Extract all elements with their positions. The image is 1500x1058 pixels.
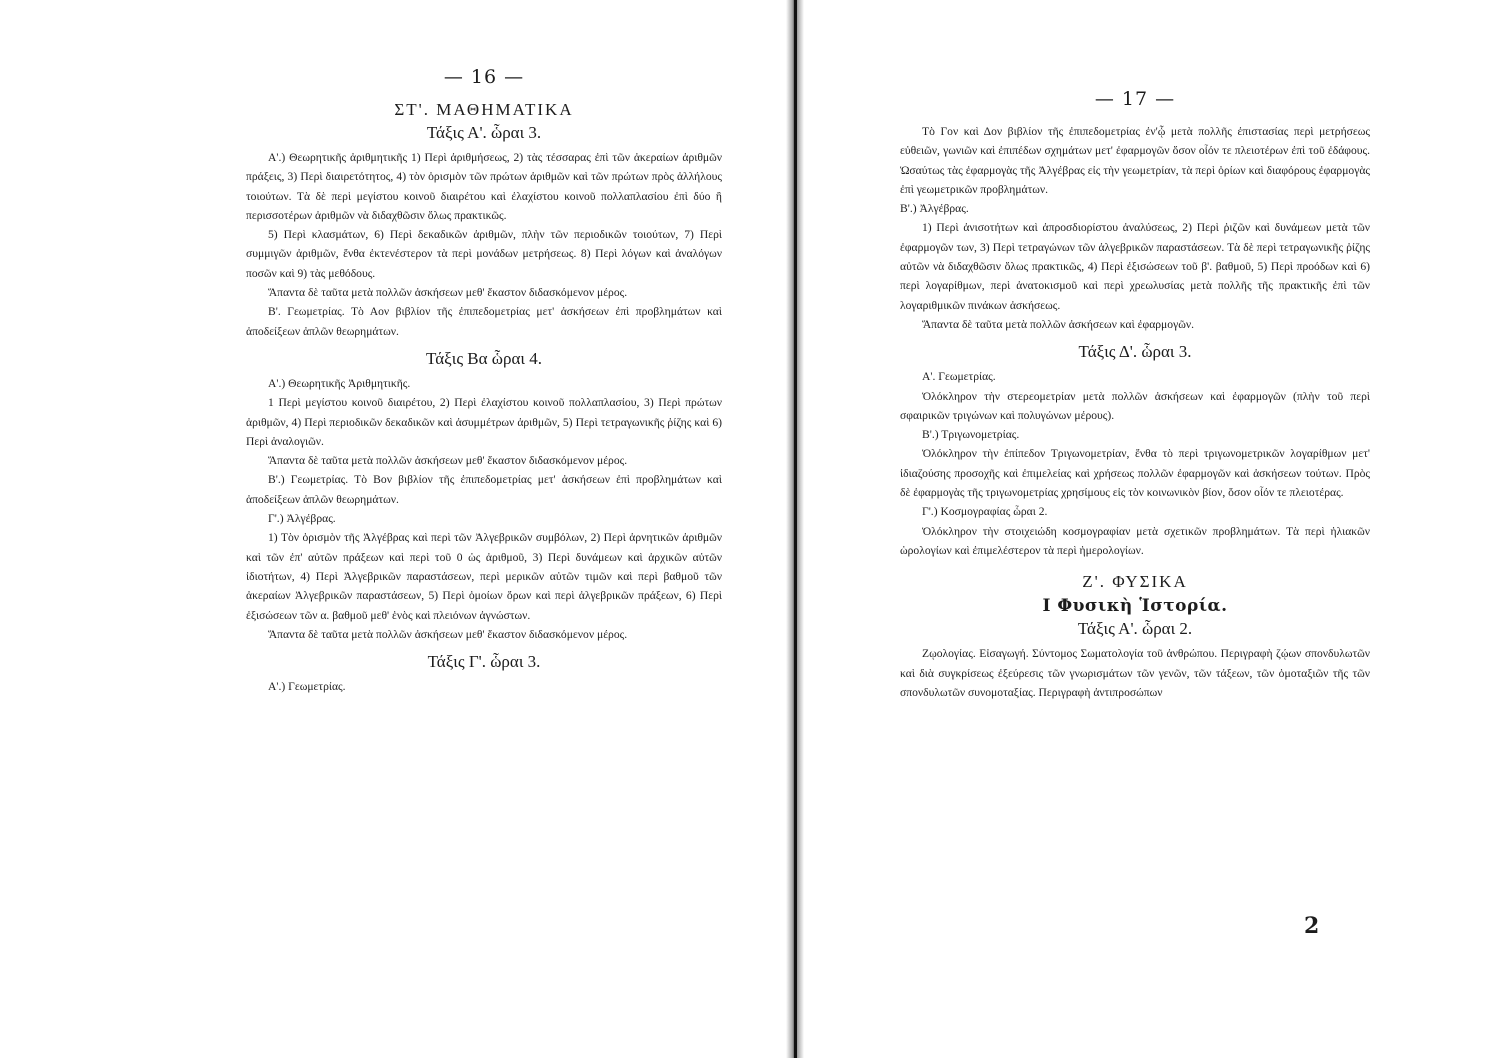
paragraph: Ἅπαντα δὲ ταῦτα μετὰ πολλῶν ἀσκήσεων μεθ' ἕκαστον διδασκόμενον μέρος. [268, 286, 628, 300]
subheading: Γ'.) Κοσμογραφίας ὧραι 2. [922, 505, 1048, 519]
class-a-heading: Τάξις Α'. ὧραι 3. [426, 123, 542, 142]
class-d-heading: Τάξις Δ'. ὧραι 3. [1078, 342, 1192, 362]
right-page-column [900, 88, 1370, 702]
right-page [810, 0, 1500, 1058]
paragraph: Β'.) Γεωμετρίας. Τὸ Βον βιβλίον τῆς ἐπιπεδομετρίας μετ' ἀσκήσεων ἐπὶ προβλημάτων καὶ ἀποδείξεων ἁπλῶν θεωρημάτων. [246, 473, 722, 506]
paragraph: Ὁλόκληρον τὴν ἐπίπεδον Τριγωνομετρίαν, ἔνθα τὸ περὶ τριγωνομετρικῶν λογαρίθμων μετ' ἰδιαζούσης προσοχῆς καὶ ἐπιμελείας καὶ χρήσεως πολλῶν ἐφαρμογῶν καὶ ἀσκήσεων τούτων. Πρὸς δὲ ἐφαρμογὰς τῆς τριγωνομετρίας χρησίμους εἰς τὸν κοινωνικὸν βίον, ὅσον οἷόν τε πλειοτέρας. [900, 447, 1370, 500]
signature-mark: 2 [1304, 913, 1320, 939]
subheading: Γ'.) Ἀλγέβρας. [268, 512, 336, 526]
subheading: Β'.) Ἀλγέβρας. [900, 202, 969, 216]
paragraph: Τὸ Γον καὶ Δον βιβλίον τῆς ἐπιπεδομετρίας ἐν'ᾧ μετὰ πολλῆς ἐπιστασίας περὶ μετρήσεως εὐθειῶν, γωνιῶν καὶ ἐπιπέδων σχημάτων μετ' ἐφαρμογῶν ὅσον οἷόν τε πλειοτέρων ἐπὶ τοῦ ἐδάφους. Ὡσαύτως τὰς ἐφαρμογὰς τῆς Ἀλγέβρας εἰς τὴν γεωμετρίαν, τὰ περὶ ὁρίων καὶ διαφόρους ἐφαρμογὰς ἐπὶ γεωμετρικῶν προβλημάτων. [900, 125, 1370, 196]
section-title-physics: Ζ'. ΦΥΣΙΚΑ [1082, 572, 1188, 592]
paragraph: 1) Περὶ ἀνισοτήτων καὶ ἀπροσδιορίστου ἀναλύσεως, 2) Περὶ ῥιζῶν καὶ δυνάμεων μετὰ τῶν ἐφαρμογῶν των, 3) Περὶ τετραγώνων τῶν ἀλγεβρικῶν παραστάσεων. Τὰ δὲ περὶ τετραγωνικῆς ῥίζης αὐτῶν νὰ διδαχθῶσιν ὅλως πρακτικῶς, 4) Περὶ ἐξισώσεων τοῦ β'. βαθμοῦ, 5) Περὶ προόδων καὶ 6) περὶ λογαρίθμων, περὶ ἀνατοκισμοῦ καὶ περὶ χρεωλυσίας μετὰ πολλῆς τῆς πρακτικῆς ἐπὶ τῶν λογαριθμικῶν πινάκων ἀσκήσεως. [900, 221, 1370, 312]
paragraph: Β'. Γεωμετρίας. Τὸ Αον βιβλίον τῆς ἐπιπεδομετρίας μετ' ἀσκήσεων ἐπὶ προβλημάτων καὶ ἀποδείξεων ἁπλῶν θεωρημάτων. [246, 305, 722, 338]
paragraph: Ζῳολογίας. Εἰσαγωγή. Σύντομος Σωματολογία τοῦ ἀνθρώπου. Περιγραφὴ ζῴων σπονδυλωτῶν καὶ διὰ συγκρίσεως ἐξεύρεσις τῶν γνωρισμάτων τῶν γενῶν, τῶν τάξεων, τῶν ὁμοταξιῶν τῆς τῶν σπονδυλωτῶν συνομοταξίας. Περιγραφὴ ἀντιπροσώπων [900, 647, 1370, 699]
paragraph: 1) Τὸν ὁρισμὸν τῆς Ἀλγέβρας καὶ περὶ τῶν Ἀλγεβρικῶν συμβόλων, 2) Περὶ ἀρνητικῶν ἀριθμῶν καὶ τῶν ἐπ' αὐτῶν πράξεων καὶ περὶ τοῦ 0 ὡς ἀριθμοῦ, 3) Περὶ δυνάμεων καὶ ἀρχικῶν αὐτῶν ἰδιοτήτων, 4) Περὶ Ἀλγεβρικῶν παραστάσεων, περὶ μερικῶν αὐτῶν τιμῶν καὶ περὶ βαθμοῦ τῶν ἀκεραίων Ἀλγεβρικῶν παραστάσεων, 5) Περὶ ὁμοίων ὅρων καὶ περὶ ἀλγεβρικῶν πράξεων, 6) Περὶ ἐξισώσεων τῶν α. βαθμοῦ μεθ' ἑνὸς καὶ πλειόνων ἀγνώστων. [246, 531, 722, 622]
class-a2-heading: Τάξις Α'. ὧραι 2. [1077, 619, 1193, 639]
paragraph: Ἅπαντα δὲ ταῦτα μετὰ πολλῶν ἀσκήσεων μεθ' ἕκαστον διδασκόμενον μέρος. [268, 627, 628, 641]
class-c-heading: Τάξις Γ'. ὧραι 3. [427, 652, 541, 672]
left-page-column [246, 66, 722, 696]
paragraph: Ἅπαντα δὲ ταῦτα μετὰ πολλῶν ἀσκήσεων μεθ' ἕκαστον διδασκόμενον μέρος. [268, 454, 628, 468]
class-b-heading: Τάξις Βα ὧραι 4. [426, 348, 542, 368]
subheading: Α'.) Θεωρητικῆς Ἀριθμητικῆς. [268, 376, 411, 390]
paragraph: Ὁλόκληρον τὴν στερεομετρίαν μετὰ πολλῶν ἀσκήσεων καὶ ἐφαρμογῶν (πλὴν τοῦ περὶ σφαιρικῶν τριγώνων καὶ πολυγώνων μέρους). [900, 389, 1370, 422]
section-title-mathematics: ΣΤ'. ΜΑΘΗΜΑΤΙΚΑ [394, 100, 574, 119]
page-number-right: — 17 — [1094, 88, 1176, 110]
paragraph: 1 Περὶ μεγίστου κοινοῦ διαιρέτου, 2) Περὶ ἐλαχίστου κοινοῦ πολλαπλασίου, 3) Περὶ πρώτων ἀριθμῶν, 4) Περὶ περιοδικῶν δεκαδικῶν καὶ ἀσυμμέτρων ἀριθμῶν, 5) Περὶ τετραγωνικῆς ῥίζης καὶ 6) Περὶ ἀναλογιῶν. [246, 396, 722, 448]
subheading: Β'.) Τριγωνομετρίας. [922, 428, 1020, 442]
paragraph: Ὁλόκληρον τὴν στοιχειώδη κοσμογραφίαν μετὰ σχετικῶν προβλημάτων. Τὰ περὶ ἡλιακῶν ὡρολογίων καὶ ἐπιμελέστερον τὰ περὶ ἡμερολογίων. [900, 524, 1370, 557]
natural-history-heading: Ι Φυσικὴ Ἱστορία. [1042, 596, 1228, 617]
gutter-line [794, 0, 797, 1058]
page-number-left: — 16 — [443, 66, 525, 88]
paragraph: Ἅπαντα δὲ ταῦτα μετὰ πολλῶν ἀσκήσεων καὶ ἐφαρμογῶν. [922, 317, 1194, 331]
paragraph: 5) Περὶ κλασμάτων, 6) Περὶ δεκαδικῶν ἀριθμῶν, πλὴν τῶν περιοδικῶν τοιούτων, 7) Περὶ συμμιγῶν ἀριθμῶν, ἔνθα ἐκτενέστερον τὰ περὶ μονάδων μετρήσεως. 8) Περὶ λόγων καὶ ἀναλόγων ποσῶν καὶ 9) τὰς μεθόδους. [246, 228, 722, 280]
subheading: Α'. Γεωμετρίας. [922, 370, 996, 384]
paragraph: Α'.) Θεωρητικῆς ἀριθμητικῆς 1) Περὶ ἀριθμήσεως, 2) τὰς τέσσαρας ἐπὶ τῶν ἀκεραίων ἀριθμῶν πράξεις, 3) Περὶ διαιρετότητος, 4) τὸν ὁρισμὸν τῶν πρώτων ἀριθμῶν καὶ τῶν πρώτων πρὸς ἀλλήλους τοιούτων. Τὰ δὲ περὶ μεγίστου κοινοῦ διαιρέτου καὶ ἐλαχίστου κοινοῦ πολλαπλασίου ἐπὶ δύο ἢ περισσοτέρων ἀριθμῶν νὰ διδαχθῶσιν ὅλως πρακτικῶς. [246, 151, 722, 222]
subheading: Α'.) Γεωμετρίας. [268, 680, 346, 694]
